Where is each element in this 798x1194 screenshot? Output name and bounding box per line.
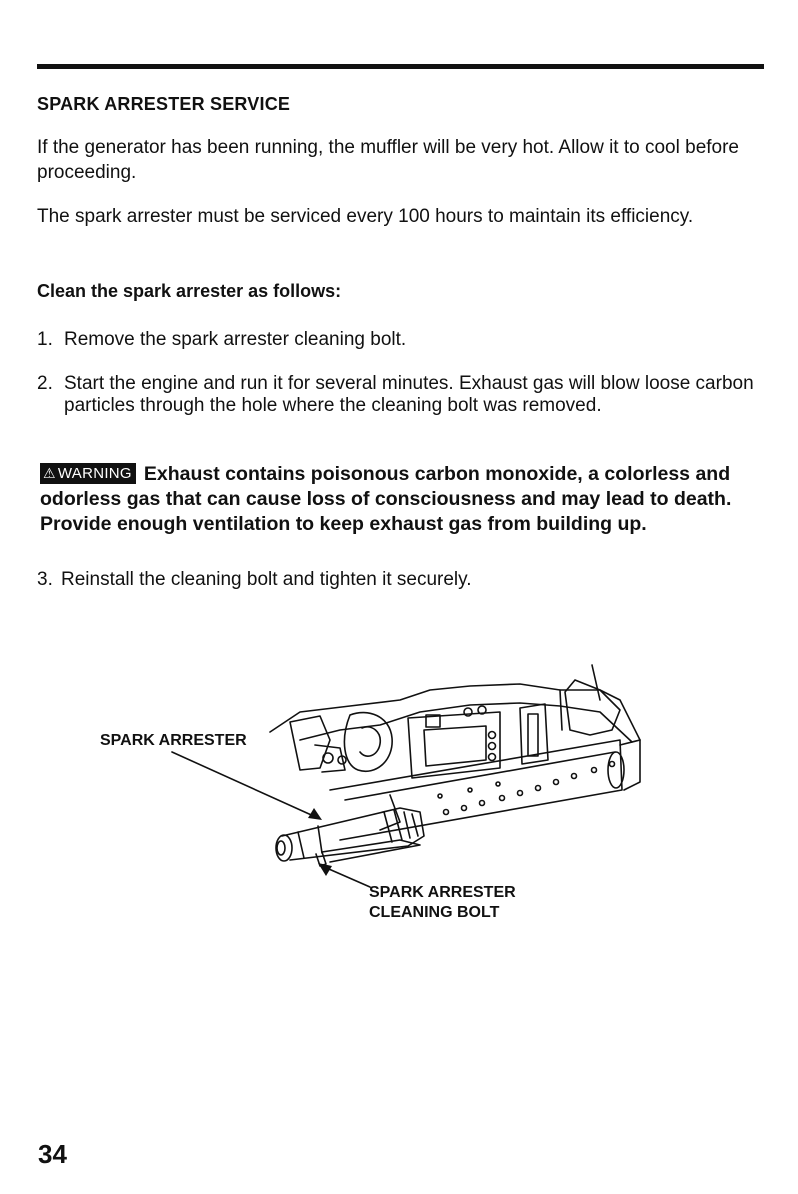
paragraph-hot-muffler: If the generator has been running, the muffler will be very hot. Allow it to cool before proceeding.	[37, 137, 739, 183]
section-heading: SPARK ARRESTER SERVICE	[37, 94, 291, 114]
page-number: 34	[38, 1139, 67, 1169]
procedure-heading: Clean the spark arrester as follows:	[37, 281, 342, 301]
step-text: Remove the spark arrester cleaning bolt.	[64, 329, 407, 350]
step-text: Reinstall the cleaning bolt and tighten it securely.	[61, 569, 472, 590]
warning-badge-label: WARNING	[57, 465, 132, 482]
cleaning-bolt-label-line2: CLEANING BOLT	[369, 904, 500, 921]
warning-triangle-icon: ⚠	[43, 465, 56, 481]
step-2	[37, 373, 765, 417]
warning-block	[40, 462, 766, 537]
spark-arrester-label: SPARK ARRESTER	[100, 732, 247, 749]
step-1	[37, 329, 765, 351]
step-number: 2.	[37, 373, 53, 394]
cleaning-bolt-label	[369, 883, 516, 923]
step-text: Start the engine and run it for several minutes. Exhaust gas will blow loose carbon particles through the hole where the cleaning bolt was removed.	[64, 373, 754, 416]
top-rule	[37, 64, 764, 69]
step-number: 3.	[37, 569, 53, 590]
paragraph-service-interval: The spark arrester must be serviced every 100 hours to maintain its efficiency.	[37, 206, 694, 227]
step-3	[37, 569, 765, 591]
step-number: 1.	[37, 329, 53, 350]
cleaning-bolt-label-line1: SPARK ARRESTER	[369, 884, 516, 901]
warning-badge	[40, 463, 136, 484]
warning-text: Exhaust contains poisonous carbon monoxide, a colorless and odorless gas that can cause loss of consciousness and may lead to death. Provide enough ventilation to keep exhaust gas from building up.	[40, 463, 732, 535]
